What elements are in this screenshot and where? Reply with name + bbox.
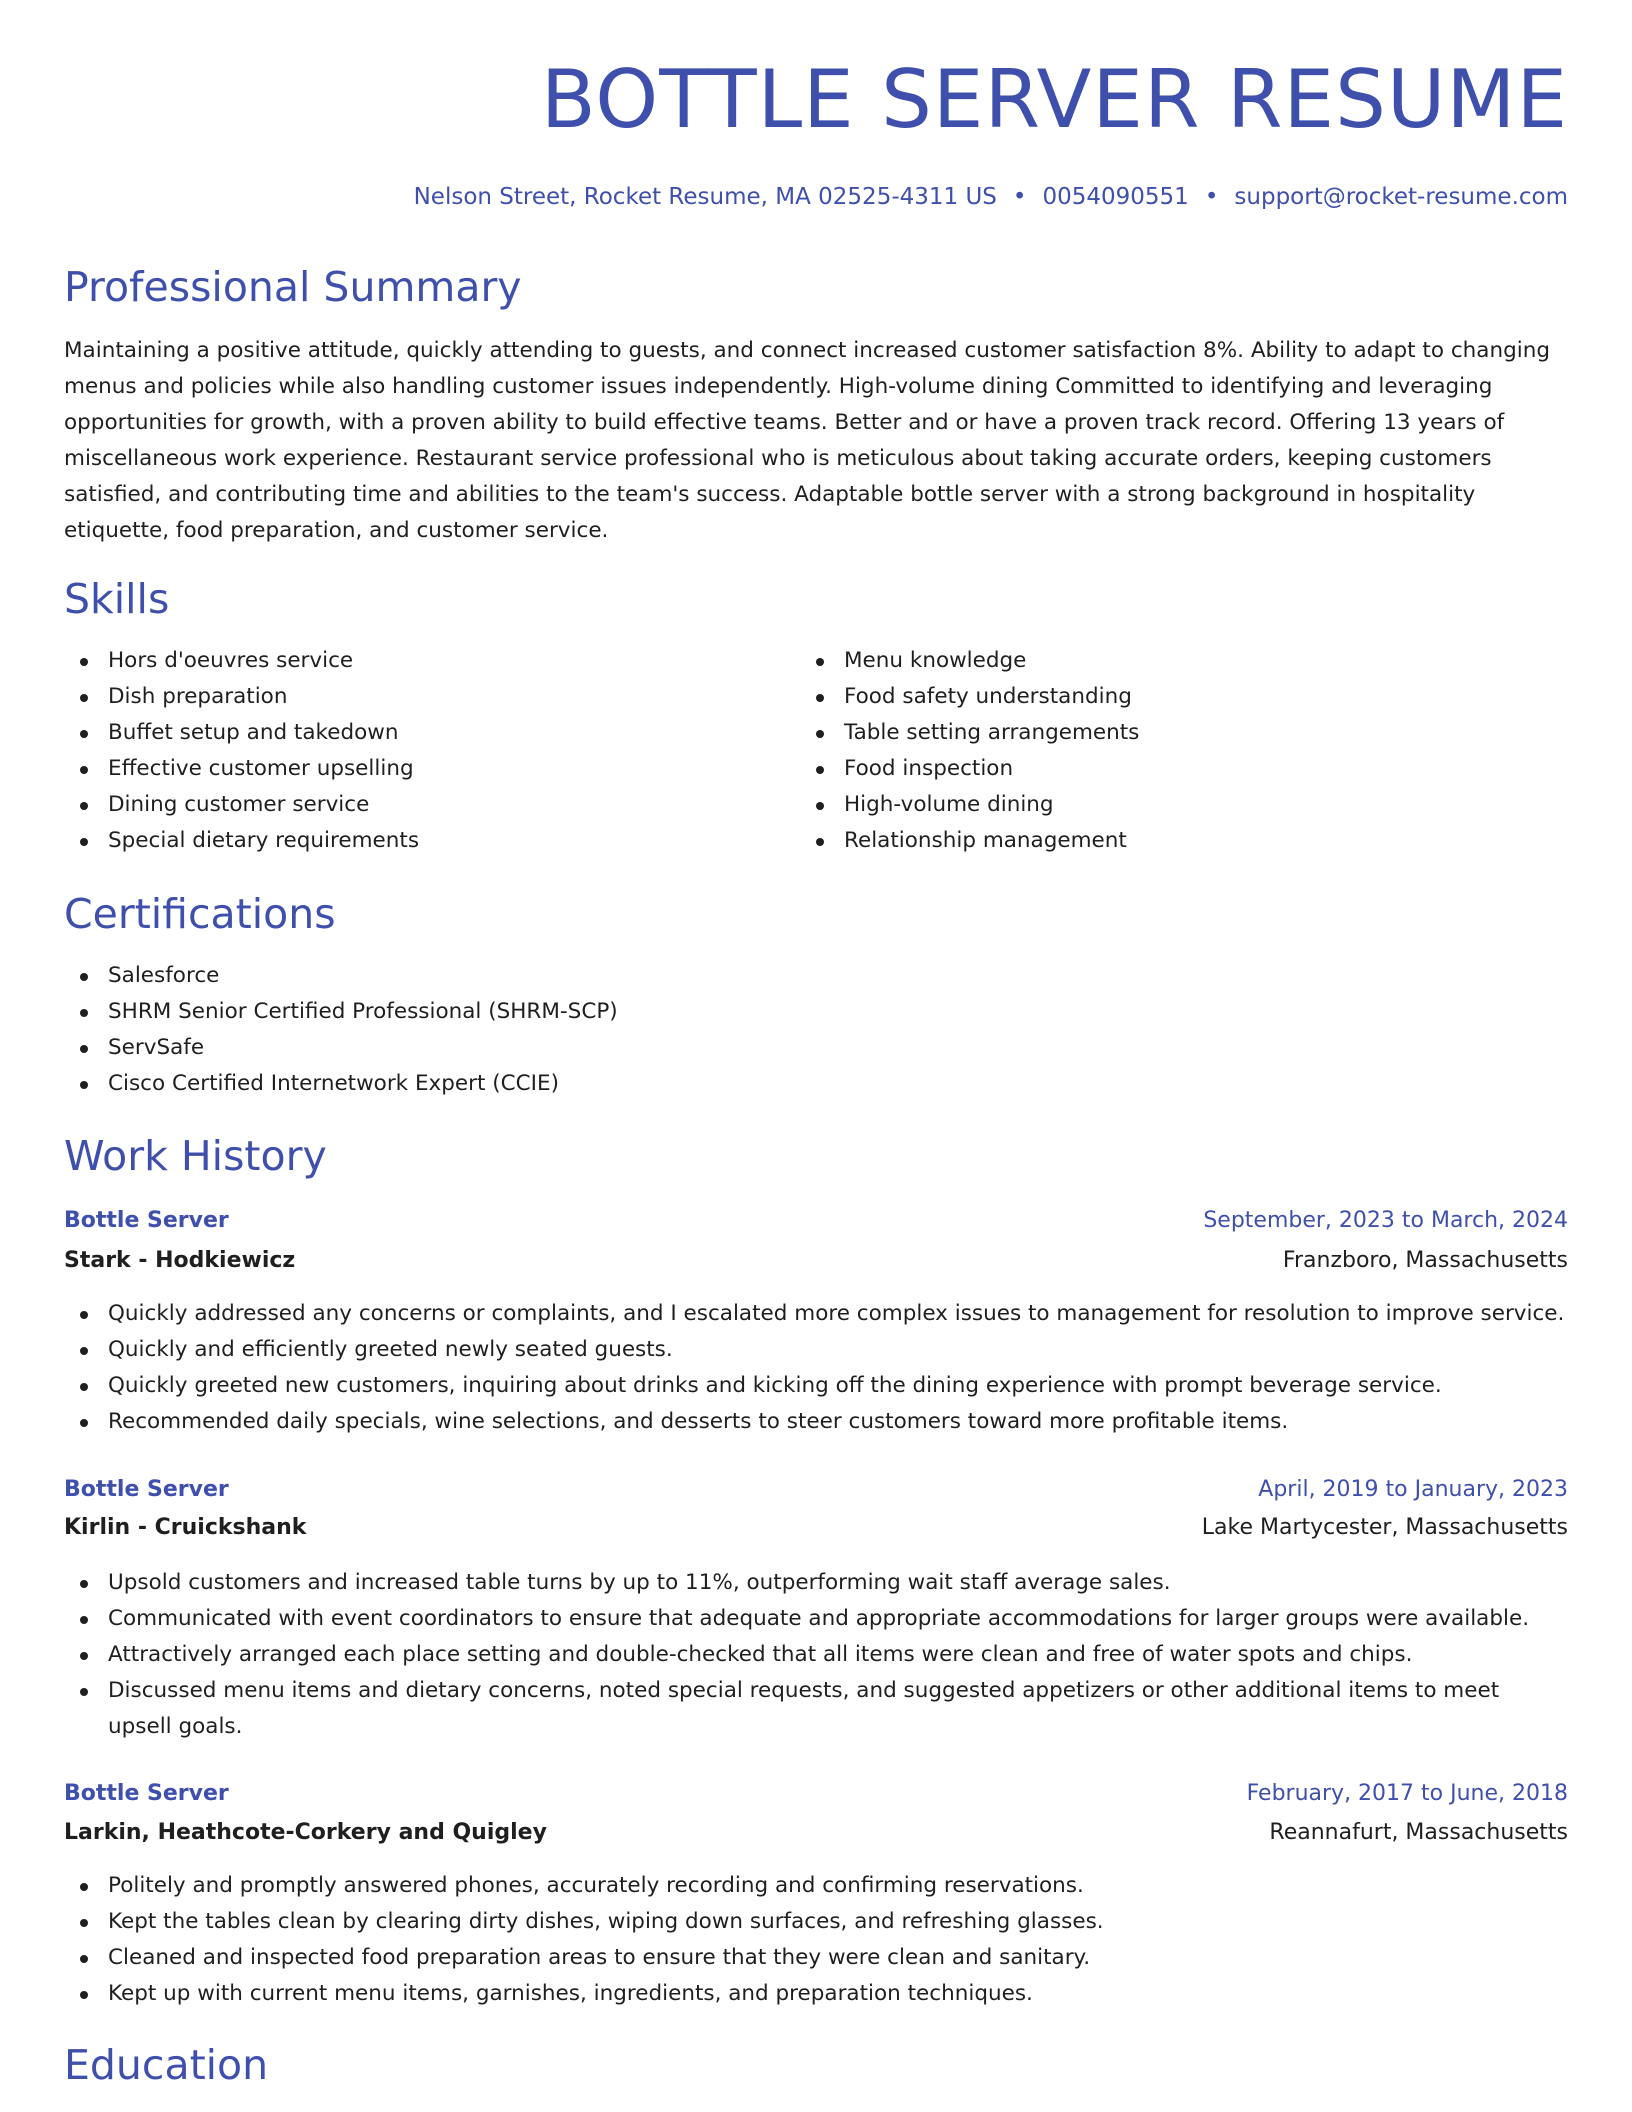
contact-email: support@rocket-resume.com (1234, 184, 1568, 210)
work-history-heading: Work History (64, 1132, 327, 1180)
contact-separator: • (1012, 184, 1027, 210)
job-header (64, 1776, 1568, 1812)
certifications-list (64, 958, 618, 1102)
job-duties-list (64, 1868, 1104, 2012)
skills-heading: Skills (64, 575, 170, 623)
skills-list-right (800, 643, 1139, 859)
job-title: Bottle Server (64, 1477, 229, 1502)
job-duty: Communicated with event coordinators to ensure that adequate and appropriate accommodations for larger groups were available. (64, 1601, 1568, 1637)
skill-item: Hors d'oeuvres service (64, 643, 419, 679)
skills-list-left (64, 643, 419, 859)
job-duty: Quickly addressed any concerns or complaints, and I escalated more complex issues to management for resolution to improve service. (64, 1296, 1564, 1332)
job-company: Kirlin - Cruickshank (64, 1515, 307, 1540)
job-duty: Kept up with current menu items, garnishes, ingredients, and preparation techniques. (64, 1976, 1104, 2012)
education-heading: Education (64, 2041, 269, 2089)
certifications-heading: Certifications (64, 890, 336, 938)
job-duty: Cleaned and inspected food preparation areas to ensure that they were clean and sanitary. (64, 1940, 1104, 1976)
skill-item: High-volume dining (800, 787, 1139, 823)
job-duty: Attractively arranged each place setting and double-checked that all items were clean and free of water spots and chips. (64, 1637, 1568, 1673)
job-company: Stark - Hodkiewicz (64, 1248, 296, 1273)
job-location: Reannafurt, Massachusetts (1269, 1820, 1568, 1845)
contact-separator: • (1204, 184, 1219, 210)
certification-item: Salesforce (64, 958, 618, 994)
skill-item: Dish preparation (64, 679, 419, 715)
job-title: Bottle Server (64, 1208, 229, 1233)
job-employer-row (64, 1510, 1568, 1546)
job-title: Bottle Server (64, 1781, 229, 1806)
summary-text: Maintaining a positive attitude, quickly attending to guests, and connect increased customer satisfaction 8%. Ability to adapt to changing menus and policies while also handling customer issues independently. High-volume dining Committed to identifying and leveraging opportunities for growth, with a proven ability to build effective teams. Better and or have a proven track record. Offering 13 years of miscellaneous work experience. Restaurant service professional who is meticulous about taking accurate orders, keeping customers satisfied, and contributing time and abilities to the team's success. Adaptable bottle server with a strong background in hospitality etiquette, food preparation, and customer service. (64, 338, 1550, 543)
job-duty: Quickly greeted new customers, inquiring about drinks and kicking off the dining experience with prompt beverage service. (64, 1368, 1564, 1404)
job-duty: Discussed menu items and dietary concerns, noted special requests, and suggested appetizers or other additional items to meet upsell goals. (64, 1673, 1568, 1745)
job-duty: Upsold customers and increased table turns by up to 11%, outperforming wait staff average sales. (64, 1565, 1568, 1601)
summary-heading: Professional Summary (64, 263, 522, 311)
job-duties-list (64, 1565, 1568, 1745)
job-duty: Recommended daily specials, wine selections, and desserts to steer customers toward more profitable items. (64, 1404, 1564, 1440)
job-location: Lake Martycester, Massachusetts (1201, 1515, 1568, 1540)
job-employer-row (64, 1243, 1568, 1279)
skill-item: Menu knowledge (800, 643, 1139, 679)
skill-item: Relationship management (800, 823, 1139, 859)
certification-item: Cisco Certified Internetwork Expert (CCIE) (64, 1066, 618, 1102)
job-dates: September, 2023 to March, 2024 (1203, 1208, 1568, 1233)
resume-title: BOTTLE SERVER RESUME (540, 53, 1568, 146)
skill-item: Table setting arrangements (800, 715, 1139, 751)
skill-item: Dining customer service (64, 787, 419, 823)
job-dates: February, 2017 to June, 2018 (1246, 1781, 1568, 1806)
skill-item: Special dietary requirements (64, 823, 419, 859)
job-employer-row (64, 1815, 1568, 1851)
job-company: Larkin, Heathcote-Corkery and Quigley (64, 1820, 547, 1845)
job-dates: April, 2019 to January, 2023 (1258, 1477, 1568, 1502)
certification-item: ServSafe (64, 1030, 618, 1066)
contact-line (414, 180, 1568, 214)
certification-item: SHRM Senior Certified Professional (SHRM-SCP) (64, 994, 618, 1030)
skill-item: Effective customer upselling (64, 751, 419, 787)
skill-item: Buffet setup and takedown (64, 715, 419, 751)
job-duty: Politely and promptly answered phones, accurately recording and confirming reservations. (64, 1868, 1104, 1904)
job-header (64, 1472, 1568, 1508)
job-duty: Kept the tables clean by clearing dirty dishes, wiping down surfaces, and refreshing glasses. (64, 1904, 1104, 1940)
contact-phone: 0054090551 (1042, 184, 1189, 210)
contact-address: Nelson Street, Rocket Resume, MA 02525-4311 US (413, 184, 997, 210)
job-duties-list (64, 1296, 1564, 1440)
job-duty: Quickly and efficiently greeted newly seated guests. (64, 1332, 1564, 1368)
skill-item: Food inspection (800, 751, 1139, 787)
job-location: Franzboro, Massachusetts (1282, 1248, 1568, 1273)
skill-item: Food safety understanding (800, 679, 1139, 715)
job-header (64, 1203, 1568, 1239)
